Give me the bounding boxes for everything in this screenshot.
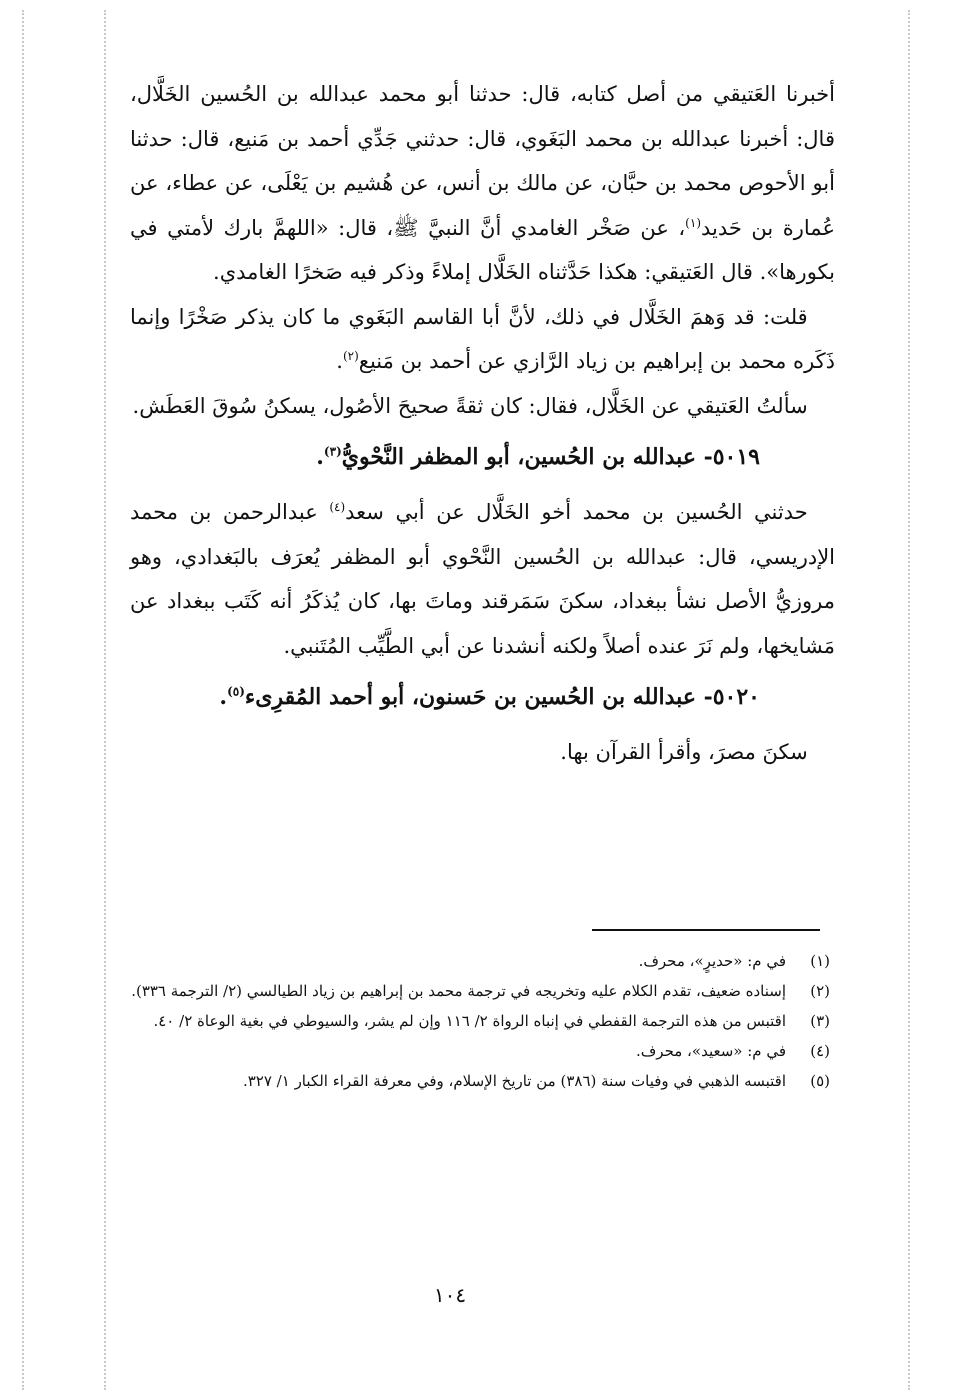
main-text [130, 72, 835, 775]
footnote-text: في م: «سعيد»، محرف. [635, 1042, 786, 1060]
footnote [130, 1036, 830, 1066]
footnote-text: في م: «حديرٍ»، محرف. [638, 952, 786, 970]
footnote-ref-3: (٣) [323, 444, 342, 459]
footnote-ref-2: (٢) [342, 349, 359, 363]
entry-heading-5020: ٥٠٢٠- عبدالله بن الحُسين بن حَسنون، أبو أحمد المُقرِىء$^{(٥)}$. [219, 684, 760, 710]
footnote-number: (١) [810, 952, 830, 970]
entry-text: حدثني الحُسين بن محمد أخو الخَلَّال عن أبي سعد [345, 500, 808, 524]
entry-text: عبدالرحمن بن محمد الإدريسي، قال: عبدالله بن الحُسين النَّحْوي أبو المظفر يُعرَف بالبَغدادي، وهو مروزيُّ الأصل نشأ ببغداد، سكنَ سَمَرقند وماتَ بها، كان يُذكَرُ أنه كَتَب ببغداد عن مَشايخها، ولم نَرَ عنده أصلاً ولكنه أنشدنا عن أبي الطَّيِّب المُتَنبي. [130, 500, 835, 658]
page-number: ١٠٤ [433, 1283, 467, 1307]
footnote-number: (٢) [810, 982, 830, 1000]
footnote-number: (٥) [810, 1072, 830, 1090]
footnotes [130, 946, 830, 1096]
footnote-number: (٣) [810, 1012, 830, 1030]
entry-heading-5019: ٥٠١٩- عبدالله بن الحُسين، أبو المظفر النَّحْويُّ$^{(٣)}$. [316, 444, 760, 470]
hadith-matn: ، عن صَخْر الغامدي أنَّ النبيَّ ﷺ، قال: «اللهمَّ بارك لأمتي في بكورها». قال العَتيقي: هكذا حَدَّثناه الخَلَّال إملاءً وذكر فيه صَخرًا الغامدي. [130, 215, 835, 284]
footnote-separator [592, 929, 820, 931]
hadith-isnad: أخبرنا العَتيقي من أصل كتابه، قال: حدثنا أبو محمد عبدالله بن الحُسين الخَلَّال، قال: أخبرنا عبدالله بن محمد البَغَوي، قال: حدثني جَدِّي أحمد بن مَنيع، قال: حدثنا أبو الأحوص محمد بن حبَّان، عن مالك بن أنس، عن هُشيم بن يَعْلَى، عن عطاء، عن عُمارة بن حَديد [130, 82, 835, 240]
scan-margin-dots-right [908, 10, 910, 1390]
footnote-number: (٤) [810, 1042, 830, 1060]
commentary-text: قلت: قد وَهمَ الخَلَّال في ذلك، لأنَّ أبا القاسم البَغَوي ما كان يذكر صَخْرًا وإنما ذَكَره محمد بن إبراهيم بن زياد الرَّازي عن أحمد بن مَنيع [130, 304, 835, 373]
footnote-ref-4: (٤) [329, 500, 346, 514]
footnote-text: إسناده ضعيف، تقدم الكلام عليه وتخريجه في ترجمة محمد بن إبراهيم بن زياد الطيالسي (٢/ الترجمة ٣٣٦). [131, 982, 786, 1000]
footnote-text: اقتبس من هذه الترجمة القفطي في إنباه الرواة ٢/ ١١٦ وإن لم يشر، والسيوطي في بغية الوعاة ٢/ ٤٠. [153, 1012, 786, 1030]
scan-margin-dots-left [22, 10, 24, 1390]
footnote-ref-1: (١) [685, 215, 701, 230]
commentary-end: . [336, 349, 343, 373]
entry-title: ٥٠٢٠- عبدالله بن الحُسين بن حَسنون، أبو أحمد المُقرِىء [244, 684, 760, 710]
entry-body-5020: سكنَ مصرَ، وأقرأ القرآن بها. [560, 740, 808, 764]
question-paragraph: سألتُ العَتيقي عن الخَلَّال، فقال: كان ثقةً صحيحَ الأصُول، يسكنُ سُوقَ العَطَش. [132, 393, 808, 418]
hadith-paragraph [130, 72, 835, 295]
footnote [130, 1006, 830, 1036]
commentary-paragraph [130, 295, 835, 384]
scan-margin-dots-left-inner [104, 10, 106, 1390]
entry-title: ٥٠١٩- عبدالله بن الحُسين، أبو المظفر النَّحْويُّ [341, 444, 760, 470]
footnote [130, 976, 830, 1006]
footnote-ref-5: (٥) [227, 684, 245, 699]
footnote-text: اقتبسه الذهبي في وفيات سنة (٣٨٦) من تاريخ الإسلام، وفي معرفة القراء الكبار ١/ ٣٢٧. [242, 1072, 786, 1090]
entry-body-5019 [130, 490, 835, 668]
footnote [130, 1066, 830, 1096]
footnote [130, 946, 830, 976]
